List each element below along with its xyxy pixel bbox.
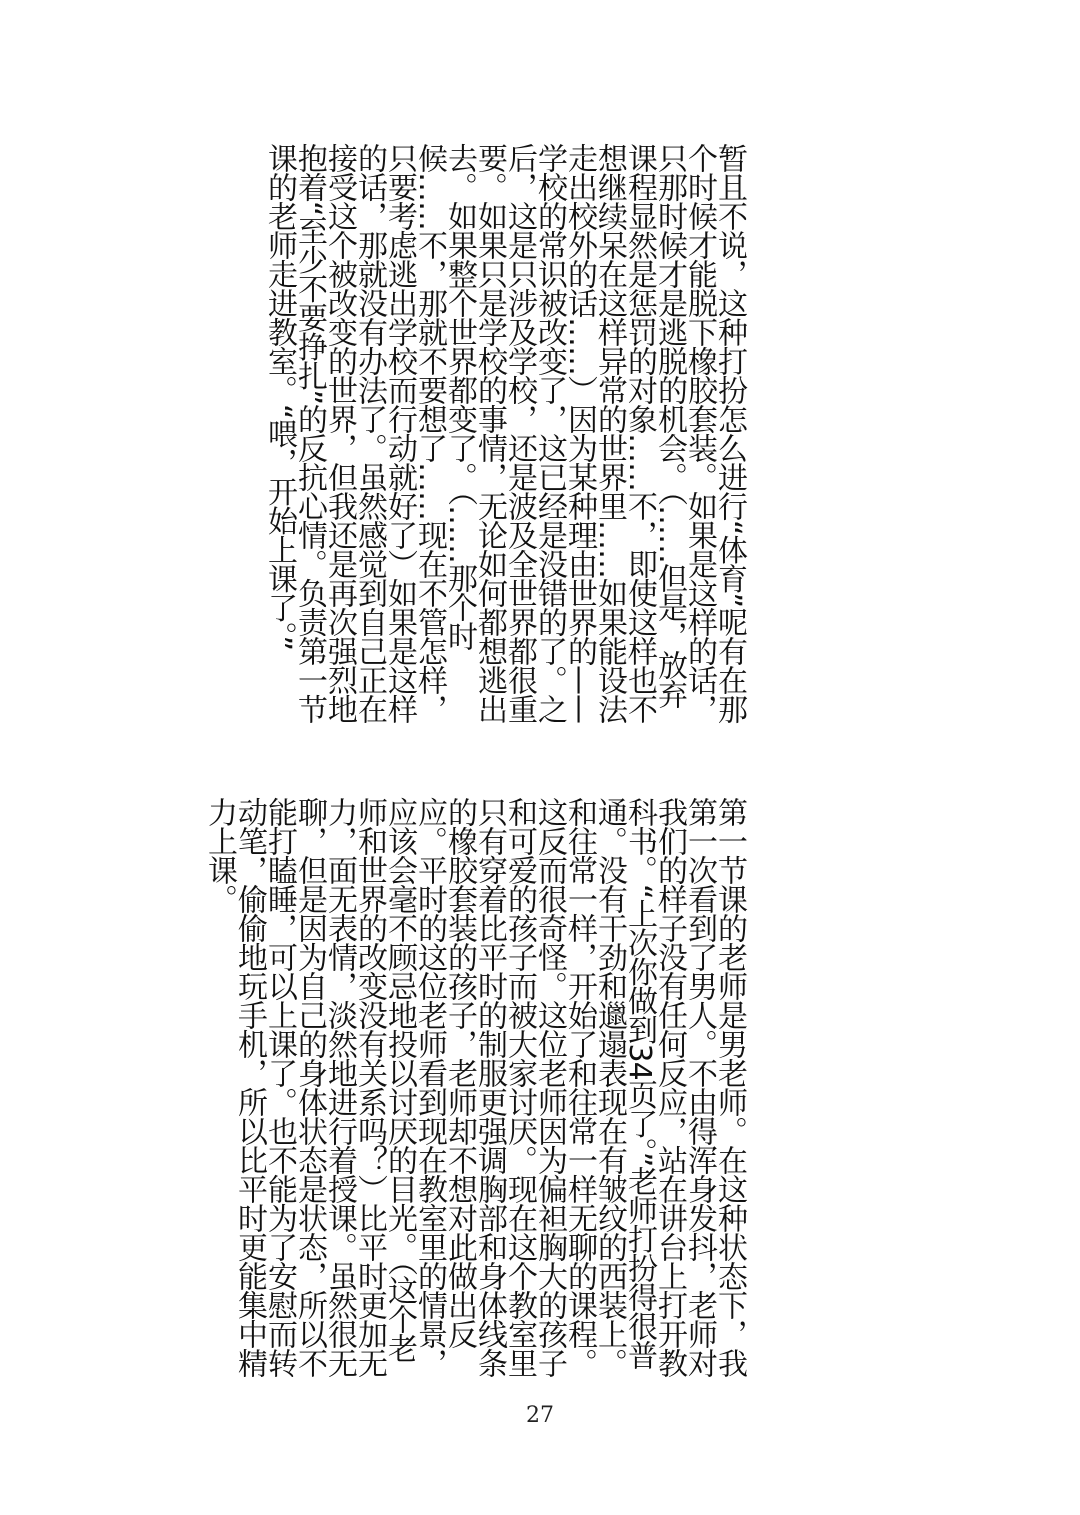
vertical-text-block-bottom: 第一节课的老师是男老师。在这种状态下，我第一次看到了男人。不由得浑身发抖，老师对我们的样子没有任何反应，站在讲台上打开教科书。“上次你做到34页了。”老师打扮得很普通。没有干劲和邋遢表现在有皱纹的西装上。和往常一样，开始了和往常一样无聊的课程。这反而很奇怪。这位老师因为偏袒胸大的孩子和可爱的孩子而被大家讨厌。现在这个教室里只有穿着比平时的制服更强调胸部和身体线条的橡胶套装的孩子，老师却不想对此做出反应。平时的这位老师看到现在教室里的情景，应该会毫不顾忌地投以讨厌的目光。（这个老师和世界的改变没有关系吗？）比平时更加无力，面无表情，淡然地进行着授课。虽然很无聊，但是因为自己的身体状态是状态，所以不能打瞌睡，可以上课了。也不能为了安慰而转动笔，偷偷地玩手机，所以比平时更能集中精力上课。 <box>202 797 747 1377</box>
vertical-text-block-top: 暂且不说，这种打扮怎么进行“体育”呢有在那个时候才能脱下橡胶套装。如果是这样的话，只那时候才是逃脱的机会。（……但是，放弃课程显然是惩罚的对象……不，即使这样也不想继续呆在这样异常的世界里……如果能设法走出校外的话……）因为某种理由世界的——学校的常识被改变了，这已经是没错的了。之后，这是只涉及学校，还是波及全世界都很重要。如果只是学校的事情，无论如何都想逃出去。如果整个世界都变了。（……那个时候……不，那就不要想了……现在不管怎样，只要考虑逃出学校而行动就好了）如果是这样的话，那就没有办法了。虽然感觉到自己正在接受这个被改变的世界，但我还是再次强烈地抱着“至少不要挣扎”的反抗心情。负责第一节课的老师走进教室。“喂，开始上课了。” <box>262 143 747 724</box>
page-number: 27 <box>526 1403 554 1428</box>
